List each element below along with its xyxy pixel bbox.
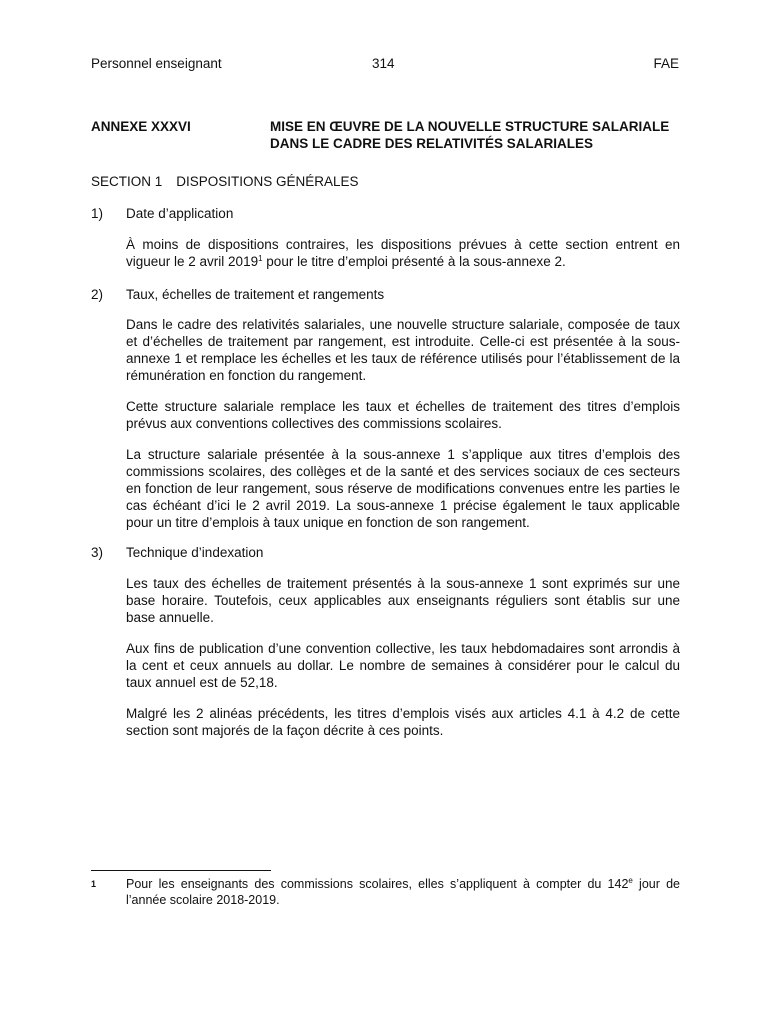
section-number: SECTION 1 [91,174,163,189]
item-title: Date d’application [126,206,234,221]
ordinal-superscript: e [628,876,633,885]
footnote-reference: 1 [258,254,263,263]
running-header-right: FAE [653,56,679,71]
item-number: 1) [91,206,104,221]
paragraph-text: À moins de dispositions contraires, les dispositions prévues à cette section entrent en vigueur le 2 avril 2019 [126,237,680,269]
paragraph: La structure salariale présentée à la sous-annexe 1 s’applique aux titres d’emplois des commissions scolaires, des collèges et de la santé et des services sociaux de ces secteurs en fonction de leur rangement, sous réserve de modifications convenues entre les parties le cas échéant d’ici le 2 avril 2019. La sous-annexe 1 précise également le taux applicable pour un titre d’emplois à taux unique en fonction de son rangement. [126,447,680,530]
running-header-left: Personnel enseignant [91,56,222,71]
item-title: Technique d’indexation [126,545,264,560]
footnote-mark: 1 [91,879,97,889]
annexe-title-line-2: DANS LE CADRE DES RELATIVITÉS SALARIALES [270,136,594,151]
annexe-label: ANNEXE XXXVI [91,119,191,134]
paragraph: Aux fins de publication d’une convention collective, les taux hebdomadaires sont arrondis à la cent et ceux annuels au dollar. Le nombre de semaines à considérer pour le calcul du taux annuel est de 52,18. [126,641,680,690]
item-title: Taux, échelles de traitement et rangements [126,287,385,302]
annexe-title-line-1: MISE EN ŒUVRE DE LA NOUVELLE STRUCTURE SALARIALE [270,119,670,134]
item-number: 2) [91,287,104,302]
footnote-text-part: jour de l’année scolaire 2018-2019. [126,877,680,907]
footnote-separator [91,870,271,871]
paragraph: Les taux des échelles de traitement présentés à la sous-annexe 1 sont exprimés sur une base horaire. Toutefois, ceux applicables aux enseignants réguliers sont établis sur une base annuelle. [126,576,680,625]
item-number: 3) [91,545,104,560]
paragraph: Malgré les 2 alinéas précédents, les titres d’emplois visés aux articles 4.1 à 4.2 de cette section sont majorés de la façon décrite à ces points. [126,706,680,738]
section-title: DISPOSITIONS GÉNÉRALES [176,174,359,189]
paragraph: Dans le cadre des relativités salariales, une nouvelle structure salariale, composée de taux et d’échelles de traitement par rangement, est introduite. Celle-ci est présentée à la sous-annexe 1 et remplace les échelles et les taux de référence utilisés pour l’établissement de la rémunération en fonction du rangement. [126,317,680,383]
paragraph-text: pour le titre d’emploi présenté à la sous-annexe 2. [262,254,566,269]
section-heading [91,173,359,190]
page-number: 314 [372,56,395,71]
footnote-text [126,876,680,908]
paragraph: Cette structure salariale remplace les taux et échelles de traitement des titres d’emplois prévus aux conventions collectives des commissions scolaires. [126,399,680,431]
footnote-text-part: Pour les enseignants des commissions scolaires, elles s’appliquent à compter du 142 [126,877,629,891]
annexe-title [270,118,690,152]
paragraph [126,236,680,270]
